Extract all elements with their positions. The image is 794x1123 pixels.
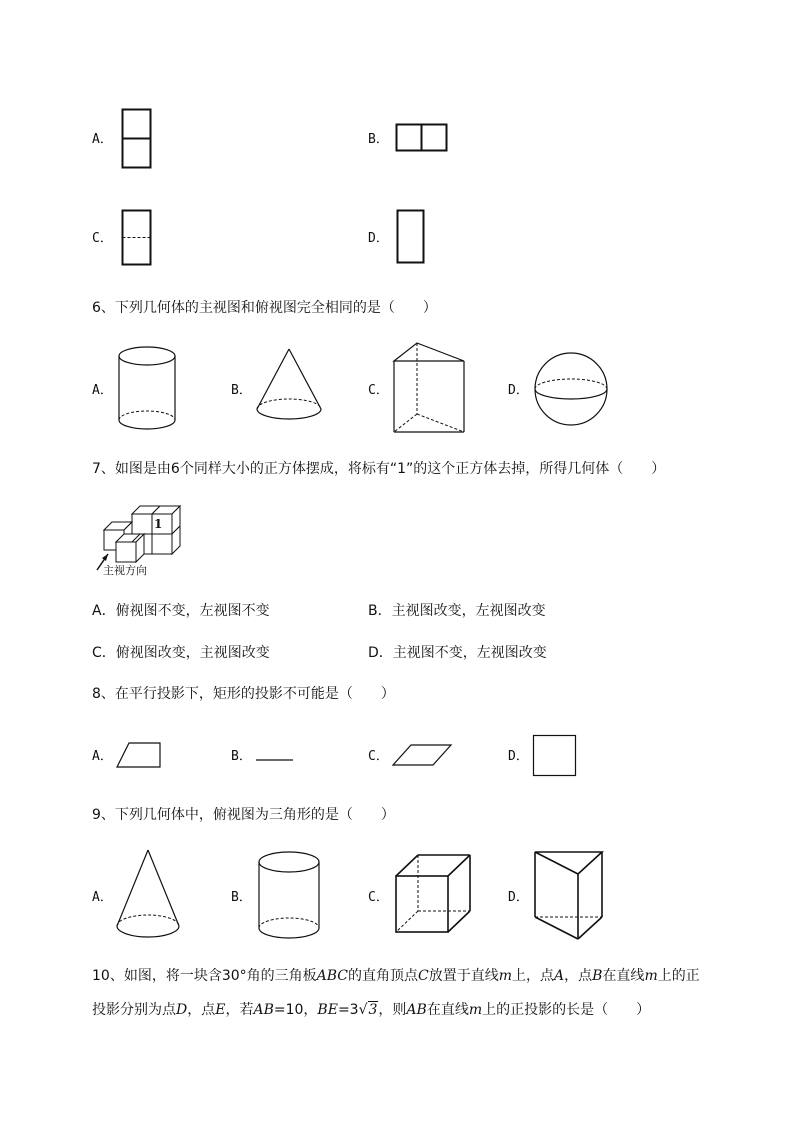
q9-option-b-label: B． bbox=[231, 890, 252, 905]
q5-option-a-label: A． bbox=[92, 132, 113, 147]
line-segment-figure bbox=[255, 755, 295, 763]
q9-option-d-label: D． bbox=[508, 890, 529, 905]
q9-stem: 9、下列几何体中，俯视图为三角形的是（ ） bbox=[92, 807, 395, 823]
parallelogram-figure-a bbox=[115, 741, 163, 769]
q7-option-b: B．主视图改变，左视图改变 bbox=[368, 603, 546, 619]
cone-figure bbox=[253, 346, 325, 430]
q5-option-d-label: D． bbox=[368, 231, 389, 246]
cylinder-figure bbox=[255, 849, 323, 943]
q7-stem: 7、如图是由6个同样大小的正方体摆成，将标有“1”的这个正方体去掉，所得几何体（ ） bbox=[92, 461, 666, 477]
q5-option-d-figure bbox=[396, 209, 426, 265]
parallelogram-figure-c bbox=[391, 743, 453, 767]
q8-stem: 8、在平行投影下，矩形的投影不可能是（ ） bbox=[92, 686, 395, 702]
q8-option-b-label: B． bbox=[231, 749, 252, 764]
q8-option-a-label: A． bbox=[92, 749, 113, 764]
q6-stem: 6、下列几何体的主视图和俯视图完全相同的是（ ） bbox=[92, 300, 437, 316]
q5-option-a-figure bbox=[121, 108, 153, 170]
q6-option-b-label: B． bbox=[231, 383, 252, 398]
q6-option-d-label: D． bbox=[508, 383, 529, 398]
q6-option-c-label: C． bbox=[368, 383, 389, 398]
q5-option-b-figure bbox=[395, 123, 449, 153]
q8-option-d-label: D． bbox=[508, 749, 529, 764]
q8-option-c-label: C． bbox=[368, 749, 389, 764]
sphere-figure bbox=[531, 351, 611, 427]
q10-line-1: 10、如图，将一块含30°角的三角板ABC的直角顶点C放置于直线m上，点A，点B在直线m上的正 bbox=[92, 968, 700, 984]
view-direction-label: 主视方向 bbox=[103, 564, 147, 577]
q7-option-d: D．主视图不变，左视图改变 bbox=[368, 645, 547, 661]
q9-option-c-label: C． bbox=[368, 890, 389, 905]
cone-figure bbox=[113, 848, 183, 942]
sqrt-symbol: √3 bbox=[358, 1002, 378, 1018]
cube-label-1: 1 bbox=[154, 517, 163, 531]
q5-option-c-label: C． bbox=[92, 231, 113, 246]
q6-option-a-label: A． bbox=[92, 383, 113, 398]
cylinder-figure bbox=[115, 344, 179, 434]
q10-line-2: 投影分别为点D，点E，若AB=10，BE=3√3，则AB在直线m上的正投影的长是（ ） bbox=[92, 1002, 651, 1018]
q5-option-c-figure bbox=[121, 209, 153, 267]
square-figure bbox=[532, 734, 578, 778]
q5-option-b-label: B． bbox=[368, 132, 389, 147]
cube-figure bbox=[393, 852, 473, 936]
q7-option-a: A．俯视图不变，左视图不变 bbox=[92, 603, 270, 619]
triangular-prism-figure bbox=[532, 849, 606, 943]
q9-option-a-label: A． bbox=[92, 890, 113, 905]
triangular-prism-figure bbox=[391, 340, 469, 436]
q7-option-c: C．俯视图改变，主视图改变 bbox=[92, 645, 270, 661]
